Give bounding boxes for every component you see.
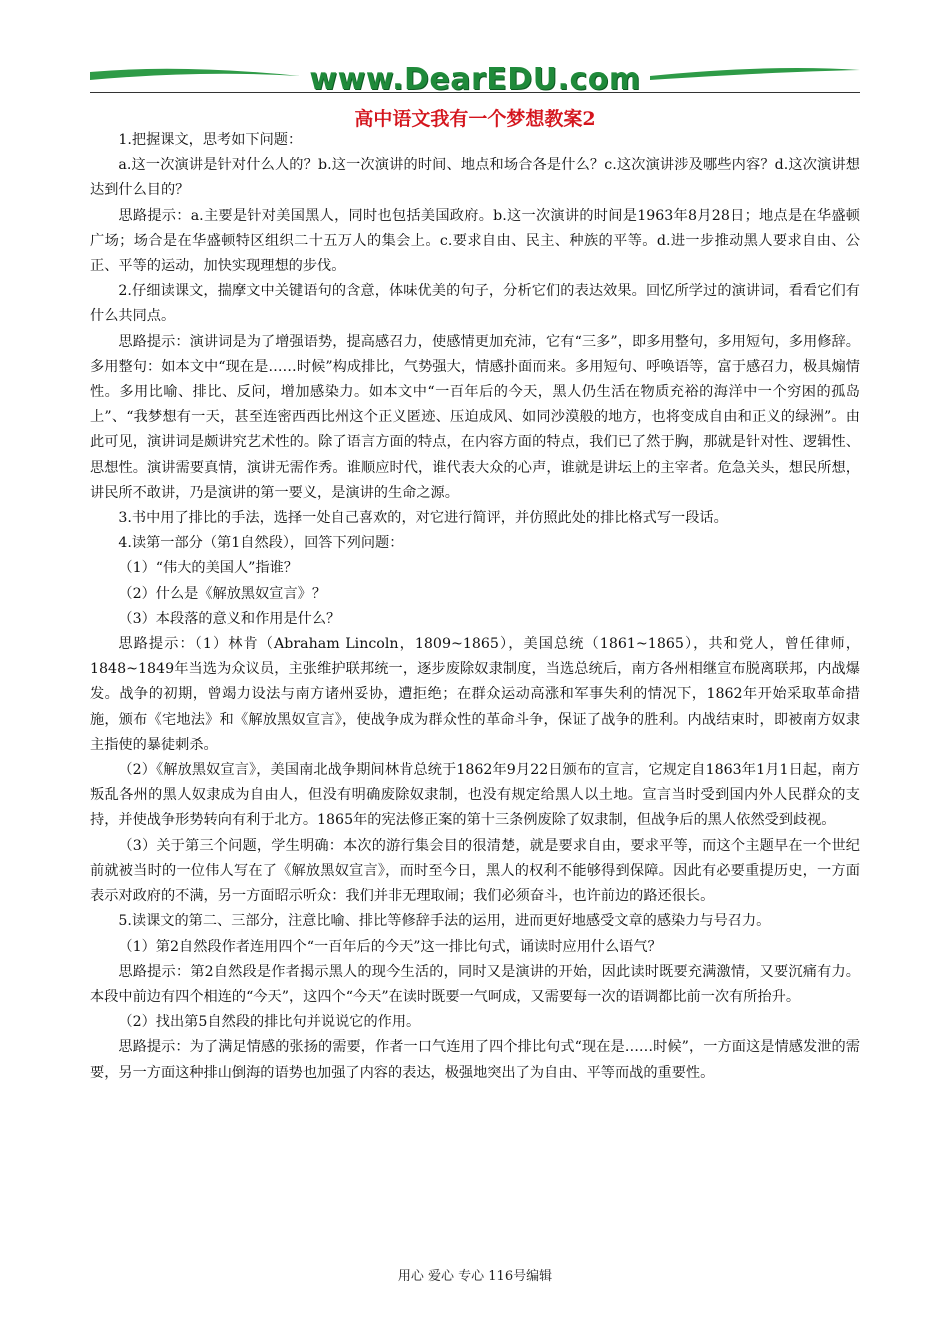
site-logo[interactable]: www.DearEDU.com bbox=[309, 62, 641, 97]
paragraph: 1.把握课文，思考如下问题： bbox=[118, 132, 303, 148]
paragraph: 思路提示：a.主要是针对美国黑人，同时也包括美国政府。b.这一次演讲的时间是1963年8月28日；地点是在华盛顿广场；场合是在华盛顿特区组织二十五万人的集会上。c.要求自由、民主、种族的平等。d.进一步推动黑人要求自由、公正、平等的运动，加快实现理想的步伐。 bbox=[90, 207, 860, 275]
paragraph: （3）关于第三个问题，学生明确：本次的游行集会目的很清楚，就是要求自由，要求平等，而这个主题早在一个世纪前就被当时的一位伟人写在了《解放黑奴宣言》，而时至今日，黑人的权利不能够得到保障。因此有必要重提历史，一方面表示对政府的不满，另一方面昭示听众：我们并非无理取闹；我们必须奋斗，也许前边的路还很长。 bbox=[90, 837, 860, 905]
paragraph: a.这一次演讲是针对什么人的？b.这一次演讲的时间、地点和场合各是什么？c.这次演讲涉及哪些内容？d.这次演讲想达到什么目的？ bbox=[90, 157, 860, 199]
paragraph: 3.书中用了排比的手法，选择一处自己喜欢的，对它进行简评，并仿照此处的排比格式写一段话。 bbox=[118, 510, 728, 527]
site-header bbox=[90, 60, 860, 96]
paragraph: 思路提示：为了满足情感的张扬的需要，作者一口气连用了四个排比句式“现在是……时候”，一方面这是情感发泄的需要，另一方面这种排山倒海的语势也加强了内容的表达，极强地突出了为自由、平等而战的重要性。 bbox=[90, 1039, 860, 1081]
paragraph: （1）“伟大的美国人”指谁？ bbox=[118, 560, 298, 577]
paragraph: 2.仔细读课文，揣摩文中关键语句的含意，体味优美的句子，分析它们的表达效果。回忆所学过的演讲词，看看它们有什么共同点。 bbox=[90, 283, 860, 325]
document-body bbox=[90, 128, 860, 1086]
paragraph: 思路提示：（1）林肯（Abraham Lincoln，1809~1865），美国总统（1861~1865），共和党人，曾任律师，1848~1849年当选为众议员，主张维护联邦统一，逐步废除奴隶制度，当选总统后，南方各州相继宣布脱离联邦，内战爆发。战争的初期，曾竭力设法与南方诸州妥协，遭拒绝；在群众运动高涨和军事失利的情况下，1862年开始采取革命措施，颁布《宅地法》和《解放黑奴宣言》，使战争成为群众性的革命斗争，保证了战争的胜利。内战结束时，即被南方奴隶主指使的暴徒刺杀。 bbox=[90, 636, 860, 753]
paragraph: （1）第2自然段作者连用四个“一百年后的今天”这一排比句式，诵读时应用什么语气？ bbox=[118, 938, 662, 955]
paragraph: （2）找出第5自然段的排比句并说说它的作用。 bbox=[118, 1014, 421, 1031]
paragraph: （2）什么是《解放黑奴宣言》？ bbox=[118, 585, 327, 602]
page-footer: 用心 爱心 专心 116号编辑 bbox=[397, 1269, 553, 1284]
page-title: 高中语文我有一个梦想教案2 bbox=[354, 108, 596, 130]
paragraph: 思路提示：演讲词是为了增强语势，提高感召力，使感情更加充沛，它有“三多”，即多用整句，多用短句，多用修辞。多用整句：如本文中“现在是……时候”构成排比，气势强大，情感扑面而来。多用短句、呼唤语等，富于感召力，极具煽情性。多用比喻、排比、反问，增加感染力。如本文中“一百年后的今天，黑人仍生活在物质充裕的海洋中一个穷困的孤岛上”、“我梦想有一天，甚至连密西西比州这个正义匿迹、压迫成风、如同沙漠般的地方，也将变成自由和正义的绿洲”。由此可见，演讲词是颇讲究艺术性的。除了语言方面的特点，在内容方面的特点，我们已了然于胸，那就是针对性、逻辑性、思想性。演讲需要真情，演讲无需作秀。谁顺应时代，谁代表大众的心声，谁就是讲坛上的主宰者。危急关头，想民所想，讲民所不敢讲，乃是演讲的第一要义，是演讲的生命之源。 bbox=[90, 333, 860, 501]
header-divider bbox=[90, 92, 860, 93]
paragraph: （2）《解放黑奴宣言》，美国南北战争期间林肯总统于1862年9月22日颁布的宣言，它规定自1863年1月1日起，南方叛乱各州的黑人奴隶成为自由人，但没有明确废除奴隶制，也没有规定给黑人以土地。宣言当时受到国内外人民群众的支持，并使战争形势转向有利于北方。1865年的宪法修正案的第十三条例废除了奴隶制，但战争后的黑人依然受到歧视。 bbox=[90, 762, 860, 829]
paragraph: 思路提示：第2自然段是作者揭示黑人的现今生活的，同时又是演讲的开始，因此读时既要充满激情，又要沉痛有力。本段中前边有四个相连的“今天”，这四个“今天”在读时既要一气呵成，又需要每一次的语调都比前一次有所抬升。 bbox=[90, 963, 860, 1005]
paragraph: 4.读第一部分（第1自然段），回答下列问题： bbox=[118, 535, 404, 552]
paragraph: 5.读课文的第二、三部分，注意比喻、排比等修辞手法的运用，进而更好地感受文章的感染力与号召力。 bbox=[118, 913, 771, 930]
paragraph: （3）本段落的意义和作用是什么？ bbox=[118, 610, 341, 627]
